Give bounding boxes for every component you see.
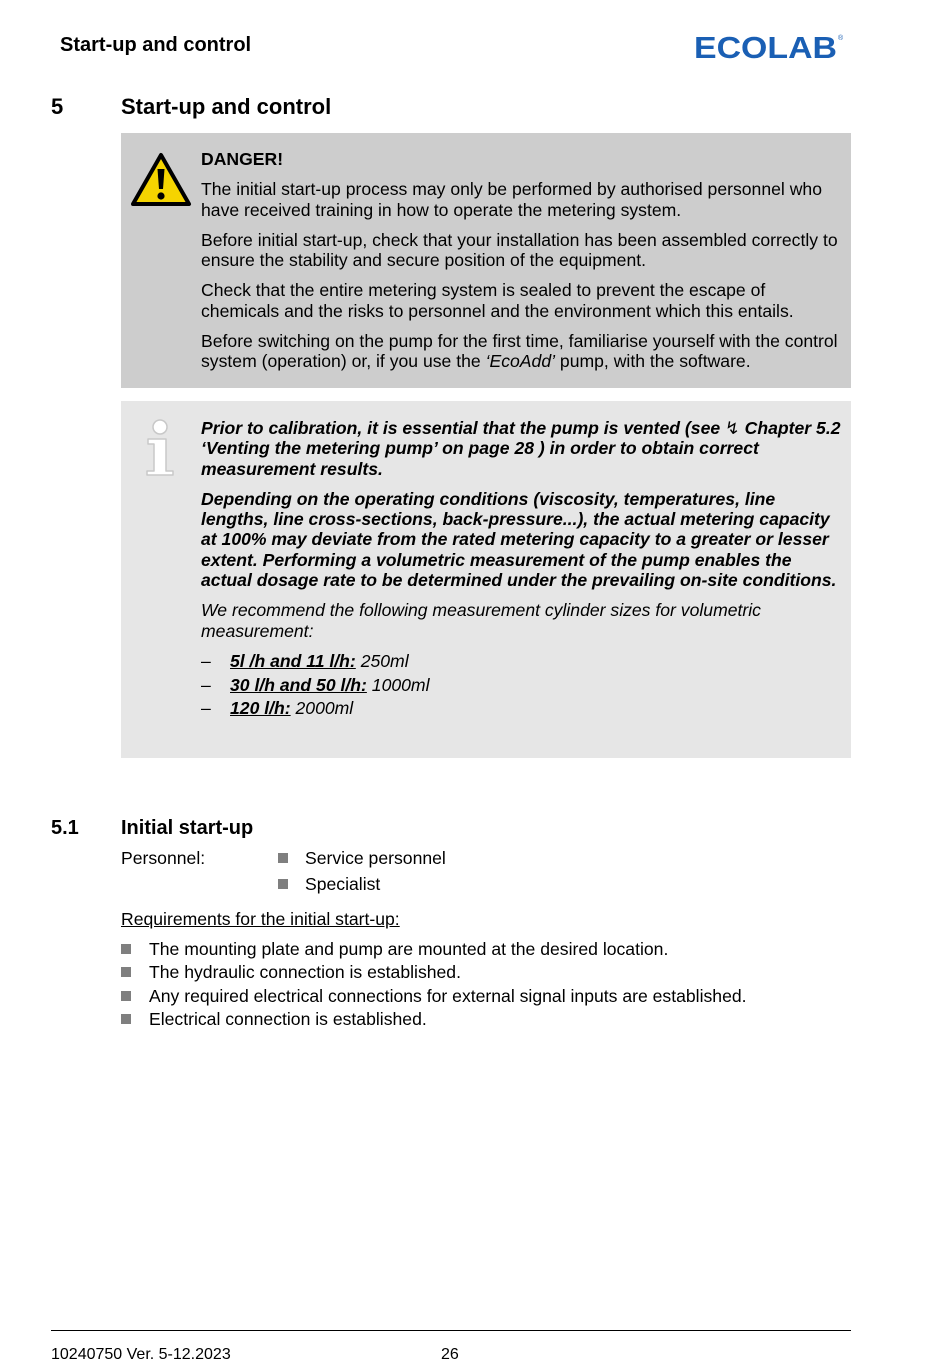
danger-paragraph: Before initial start-up, check that your installation has been assembled correctly to ensure the stability and secure position of the equipment. <box>201 229 838 271</box>
flow-rate: 30 l/h and 50 l/h: <box>230 674 367 695</box>
danger-notice-text <box>201 149 846 382</box>
list-item <box>201 675 846 695</box>
dash-bullet: – <box>201 674 211 695</box>
danger-paragraph <box>201 331 846 372</box>
cross-reference-text: Chapter 5.2 ‘Venting the metering pump’ on page 28 ) in order to obtain correct measurement results. <box>201 418 841 479</box>
dash-bullet: – <box>201 698 211 719</box>
square-bullet-icon <box>278 853 288 863</box>
flow-rate: 5l /h and 11 l/h: <box>230 650 356 671</box>
list-item <box>201 698 846 718</box>
list-item <box>121 962 747 982</box>
ecolab-logo <box>694 30 844 62</box>
personnel-list <box>278 848 446 900</box>
cylinder-size: 2000ml <box>295 698 354 719</box>
list-item <box>121 939 747 959</box>
requirements-list <box>121 939 747 1033</box>
svg-text:ECOLAB: ECOLAB <box>694 30 837 62</box>
square-bullet-icon <box>121 1014 131 1024</box>
square-bullet-icon <box>121 944 131 954</box>
square-bullet-icon <box>121 967 131 977</box>
list-item-text: The mounting plate and pump are mounted at the desired location. <box>149 939 669 959</box>
square-bullet-icon <box>121 991 131 1001</box>
info-icon <box>143 417 179 477</box>
warning-triangle-icon <box>130 152 192 208</box>
cylinder-size: 250ml <box>360 650 409 671</box>
list-item <box>201 651 846 671</box>
document-id: 10240750 Ver. 5-12.2023 <box>51 1346 231 1363</box>
info-paragraph: Depending on the operating conditions (viscosity, temperatures, line lengths, line cross-sections, back-pressure...), the actual metering capacity at 100% may deviate from the rated metering capacity to a greater or lesser extent. Performing a volumetric measurement of the pump enables the actual dosage rate to be determined under the prevailing on-site conditions. <box>201 488 837 591</box>
list-item-text: The hydraulic connection is established. <box>149 962 461 983</box>
dash-bullet: – <box>201 650 211 671</box>
running-header-title: Start-up and control <box>60 34 252 56</box>
product-name: ‘EcoAdd’ <box>485 351 556 372</box>
square-bullet-icon <box>278 879 288 889</box>
list-item <box>121 986 747 1006</box>
danger-paragraph-text: pump, with the software. <box>555 351 751 372</box>
info-paragraph: We recommend the following measurement cylinder sizes for volumetric measurement: <box>201 600 761 641</box>
chapter-title: Start-up and control <box>121 94 332 119</box>
section-number: 5.1 <box>51 817 79 839</box>
personnel-label: Personnel: <box>121 848 206 868</box>
list-item <box>121 1009 747 1029</box>
requirements-heading: Requirements for the initial start-up: <box>121 909 400 929</box>
cylinder-size: 1000ml <box>371 674 430 695</box>
info-paragraph-text: Prior to calibration, it is essential that the pump is vented (see <box>201 418 726 438</box>
danger-paragraph: The initial start-up process may only be performed by authorised personnel who have received training in how to operate the metering system. <box>201 179 822 220</box>
page-number: 26 <box>441 1346 459 1363</box>
danger-paragraph: Check that the entire metering system is sealed to prevent the escape of chemicals and the risks to personnel and the environment which this entails. <box>201 280 794 321</box>
svg-text:®: ® <box>838 35 844 42</box>
list-item-text: Specialist <box>305 873 381 894</box>
info-paragraph <box>201 418 846 479</box>
chapter-number: 5 <box>51 94 64 119</box>
danger-paragraph-text: Before switching on the pump for the first time, familiarise yourself with the control system (operation) or, if you use the <box>201 331 838 372</box>
cross-reference-arrow-icon: ↯ <box>725 418 740 438</box>
list-item <box>278 874 446 894</box>
list-item <box>278 848 446 868</box>
footer-divider <box>51 1330 851 1331</box>
list-item-text: Service personnel <box>305 848 446 868</box>
danger-title: DANGER! <box>201 149 284 169</box>
list-item-text: Electrical connection is established. <box>149 1009 427 1030</box>
cylinder-size-list <box>201 651 846 719</box>
flow-rate: 120 l/h: <box>230 698 291 719</box>
list-item-text: Any required electrical connections for external signal inputs are established. <box>149 985 747 1006</box>
section-title: Initial start-up <box>121 817 254 839</box>
info-notice-text <box>201 418 846 722</box>
